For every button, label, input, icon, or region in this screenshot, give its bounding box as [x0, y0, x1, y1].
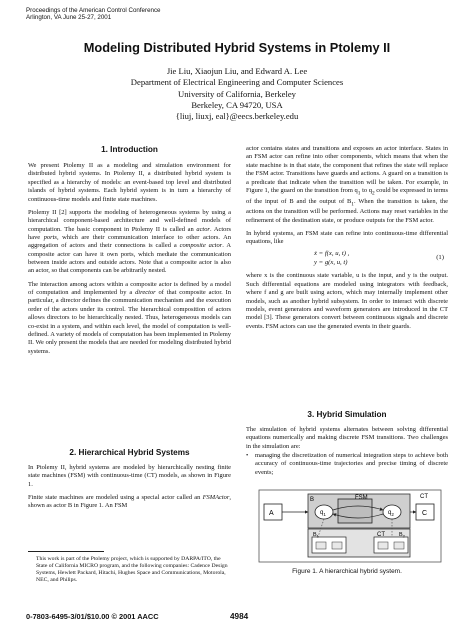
hybrid-system-figure	[258, 489, 442, 563]
author-names: Jie Liu, Xiaojun Liu, and Edward A. Lee	[166, 66, 308, 76]
term-ports: ports	[43, 233, 57, 241]
ode-intro-paragraph: In hybrid systems, an FSM state can refine into continuous-time differential equations, like	[246, 229, 448, 246]
left-column-text	[28, 162, 231, 361]
header-line-2: Arlington, VA June 25-27, 2001	[26, 14, 112, 22]
intro-paragraph-2	[28, 209, 231, 276]
text-run: , which are their communication interface to other actors. An aggregation of actors and their connections is called a	[28, 233, 231, 250]
equation-line-2	[314, 258, 347, 267]
inner-block	[394, 542, 404, 549]
left-column-text-2	[28, 464, 231, 516]
footnote-rule	[28, 551, 104, 552]
hhs-paragraph-2	[28, 494, 231, 511]
proceedings-header	[26, 7, 160, 22]
page-number: 4984	[230, 612, 249, 621]
right-column-text-2	[246, 426, 448, 477]
subscript: 2	[371, 190, 375, 197]
term-fsmactor: FSMActor	[202, 494, 230, 502]
challenge-list	[246, 452, 448, 477]
ode-explanation-paragraph: where x is the continuous state variable, u is the input, and y is the output. Such differential equations are modeled using integrators with feedback, where f and g are built using actors, which may internally implement other models, such as another hybrid subsystem. In order to interact with discrete models, event generators and waveform generators are introduced in the CT model [3]. These generators convert between continuous signals and discrete events. FSM actors can use the generated events in their guards.	[246, 272, 448, 330]
author-city: Berkeley, CA 94720, USA	[191, 99, 283, 110]
text-run: Ptolemy II [2] supports the modeling of heterogeneous systems by using a hierarchical component-based architecture and well-defined models of computation. The basic component in Ptolemy II is called an	[28, 208, 231, 233]
q-letter: q	[320, 510, 324, 516]
hhs-paragraph-1: In Ptolemy II, hybrid systems are modeled by hierarchically nesting finite state machines (FSM) with continuous-time (CT) models, as shown in Figure 1.	[28, 464, 231, 488]
label-b: B	[310, 497, 315, 503]
q-subscript: 1	[323, 512, 326, 517]
text-run: . When the transition is taken, the actions on the transition will be performed. Actions may reset variables in the refinement of the destination state, or produce outputs for the FSM actor.	[246, 197, 448, 224]
author-university: University of California, Berkeley	[178, 88, 296, 99]
fsm-box	[338, 499, 372, 523]
b-letter: B	[399, 532, 403, 538]
inner-block	[316, 542, 326, 549]
q-letter: q	[388, 510, 392, 516]
text-run: could be expressed in terms of the input of B and the output of B	[246, 186, 448, 205]
challenge-item-1: • managing the discretization of numerical integration steps to achieve both accuracy of continuous-time trajectories and precise timing of discrete events;	[246, 452, 448, 477]
figure-caption: Figure 1. A hierarchical hybrid system.	[292, 568, 402, 575]
fsm-paragraph	[246, 145, 448, 225]
text-run: to q	[360, 186, 372, 194]
label-q1	[320, 510, 326, 517]
label-a: A	[269, 510, 274, 517]
text-run: Finite state machines are modeled using a special actor called an	[28, 494, 203, 502]
label-b1	[313, 532, 320, 539]
equation-text: ẋ = f(x, u, t) ,	[314, 250, 350, 258]
author-department: Department of Electrical Engineering and Computer Sciences	[130, 77, 344, 88]
paper-title: Modeling Distributed Hybrid Systems in Ptolemy II	[83, 40, 391, 55]
label-ct-top: CT	[420, 494, 428, 500]
label-q2	[388, 510, 394, 517]
label-ct-mid: CT	[377, 532, 385, 538]
label-fsm: FSM	[355, 495, 368, 501]
label-b2	[399, 532, 406, 539]
text-run: . A composite actor can have it own ports, which mediate the communication between inside actors and outside actors. Note that a composite actor is also an actor, so that components can be arbitrarily nested.	[28, 242, 231, 275]
equation-text: y = g(x, u, t)	[314, 259, 348, 267]
section-heading-hierarchical-hybrid-systems: 2. Hierarchical Hybrid Systems	[69, 448, 190, 457]
term-composite-actor: composite actor	[179, 242, 223, 250]
text-run: of that composite actor. In particular, a director defines the communication mechanism and the execution order of the actors under its control. The hierarchical composition of actors allows directors to be hierarchically nested. Thus, heterogeneous models can co-exist in a system, and within each level, the model of computation is well-defined. A variety of models of computation has been implemented in Ptolemy II. We only present the models that are needed for modeling distributed hybrid systems.	[28, 289, 231, 355]
simulation-paragraph: The simulation of hybrid systems alternates between solving differential equations numerically and making discrete FSM transitions. Two challenges in the simulation are:	[246, 426, 448, 450]
q-subscript: 2	[391, 512, 394, 517]
text-run: . Actors have	[28, 225, 231, 241]
author-block	[0, 66, 474, 122]
intro-paragraph-3	[28, 281, 231, 356]
text-run: actor contains states and transitions and exposes an actor interface. States in an FSM actor can refine into other components, which means that when the state machine is in that state, the component that refines the state will replace the FSM actor. Transitions have guards and actions. A guard on a transition is a predicate that indicate when the transition will be taken. For example, in Figure 1, the guard on the transition from q	[246, 145, 448, 194]
text-run: , shown as actor B in Figure 1. An FSM	[28, 494, 231, 510]
b-letter: B	[313, 532, 317, 538]
label-c: C	[422, 510, 428, 517]
equation-1	[246, 249, 448, 269]
text-run: The interaction among actors within a composite actor is defined by a model of computation and implemented by a	[28, 280, 231, 297]
inner-block	[332, 542, 342, 549]
term-actor: actor	[196, 225, 210, 233]
intro-paragraph-1: We present Ptolemy II as a modeling and simulation environment for distributed hybrid systems. In Ptolemy II, a distributed hybrid system is specified as a hierarchy of models: an event-based top level and distributed islands of hybrid systems. Each hybrid system is in turn a hierarchy of continuous-time models and finite state machines.	[28, 162, 231, 203]
subscript: 1	[357, 190, 361, 197]
subscript: 1	[351, 200, 354, 207]
author-email: {liuj, liuxj, eal}@eecs.berkeley.edu	[175, 111, 299, 122]
footer-isbn: 0-7803-6495-3/01/$10.00 © 2001 AACC	[26, 612, 159, 621]
right-column-text	[246, 145, 448, 336]
equation-line-1	[314, 249, 349, 258]
term-director: director	[135, 289, 156, 297]
section-heading-introduction: 1. Introduction	[101, 145, 158, 154]
inner-block	[378, 542, 388, 549]
footnote: This work is part of the Ptolemy project, which is supported by DARPA/ITO, the State of California MICRO program, and the following companies: Cadence Design Systems, Hewlett Packard, Hitachi, Hughes Space and Communications, Motorola, NEC, and Philips.	[36, 556, 228, 584]
section-heading-hybrid-simulation: 3. Hybrid Simulation	[307, 410, 387, 419]
equation-number: (1)	[436, 254, 444, 262]
header-line-1: Proceedings of the American Control Conference	[26, 7, 161, 14]
b-subscript: 2	[402, 533, 405, 539]
b-subscript: 1	[316, 533, 319, 539]
